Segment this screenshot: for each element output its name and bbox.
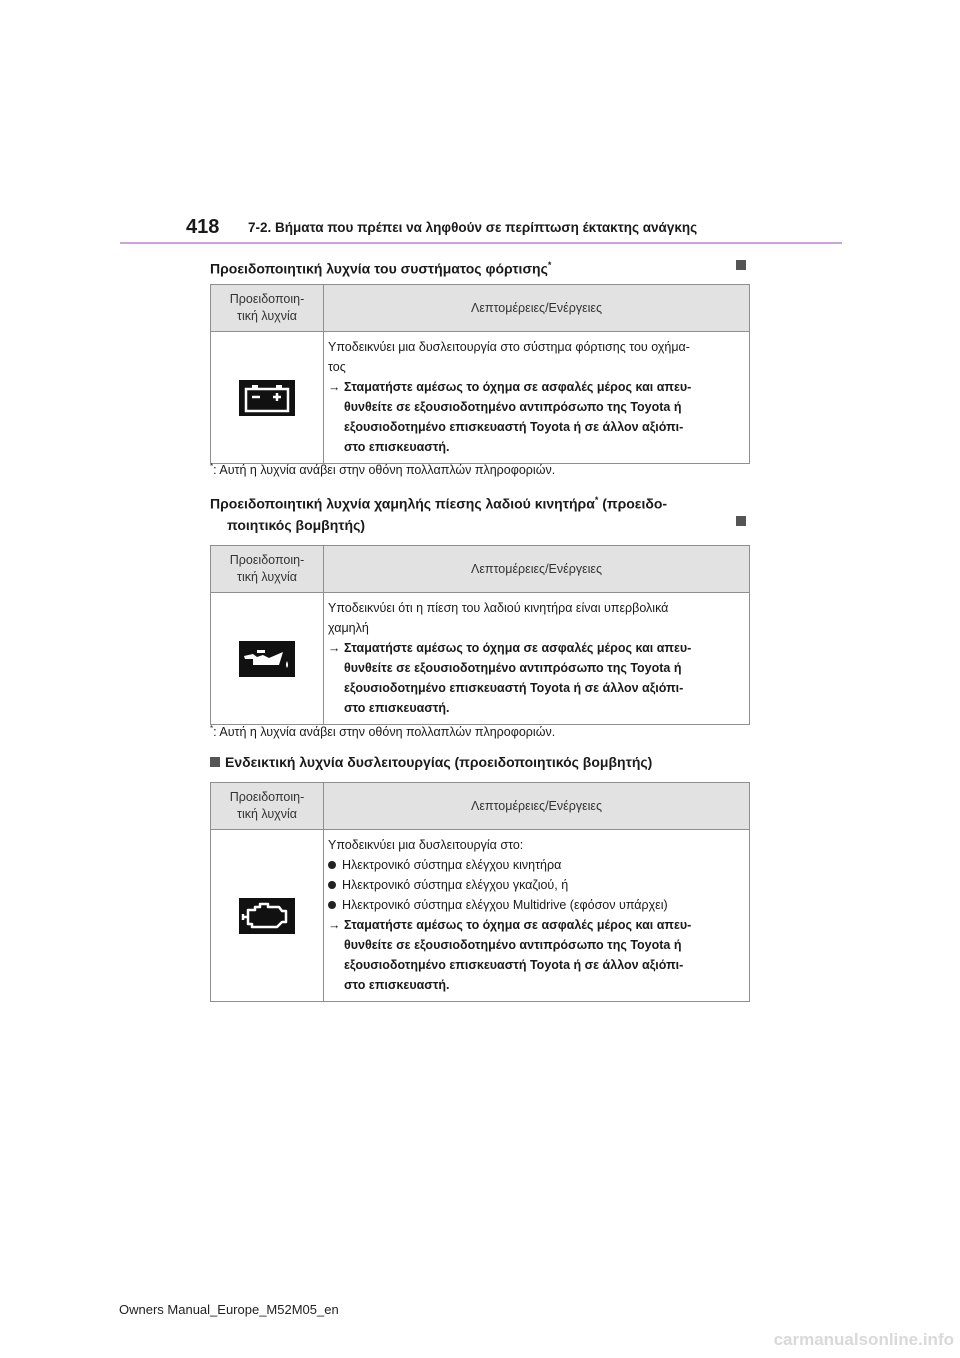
light-cell [211,593,324,725]
bullet-icon [328,901,336,909]
light-cell [211,830,324,1002]
footnote-2: *: Αυτή η λυχνία ανάβει στην οθόνη πολλαπλών πληροφοριών. [210,724,556,740]
warning-table-oil [210,545,750,725]
col-header-light: Προειδοποιη- τική λυχνία [211,783,324,830]
action-text: Σταματήστε αμέσως το όχημα σε ασφαλές μέρος και απευ- θυνθείτε σε εξουσιοδοτημένο αντιπρόσωπο της Toyota ή εξουσιοδοτημένο επισκευαστή Toyota ή σε άλλον αξιόπι- στο επισκευαστή. [344,380,692,454]
section-3-title: Ενδεικτική λυχνία δυσλειτουργίας (προειδοποιητικός βομβητής) [210,752,652,773]
action [328,638,743,718]
arrow-icon: → [328,918,341,932]
arrow-icon: → [328,641,341,655]
section-marker-square [736,516,746,526]
description: Υποδεικνύει ότι η πίεση του λαδιού κινητήρα είναι υπερβολικά χαμηλή [328,601,669,635]
footer-text: Owners Manual_Europe_M52M05_en [119,1302,339,1317]
list-item: Ηλεκτρονικό σύστημα ελέγχου κινητήρα [328,855,743,875]
action-text: Σταματήστε αμέσως το όχημα σε ασφαλές μέρος και απευ- θυνθείτε σε εξουσιοδοτημένο αντιπρόσωπο της Toyota ή εξουσιοδοτημένο επισκευαστή Toyota ή σε άλλον αξιόπι- στο επισκευαστή. [344,918,692,992]
details-cell [324,332,750,464]
col-header-light: Προειδοποιη- τική λυχνία [211,546,324,593]
action [328,377,743,457]
light-cell [211,332,324,464]
header-rule [120,242,842,244]
watermark: carmanualsonline.info [773,1330,954,1349]
warning-table-charging [210,284,750,464]
oil-can-icon [239,641,295,677]
arrow-icon: → [328,380,341,394]
details-cell [324,830,750,1002]
action-text: Σταματήστε αμέσως το όχημα σε ασφαλές μέρος και απευ- θυνθείτε σε εξουσιοδοτημένο αντιπρόσωπο της Toyota ή εξουσιοδοτημένο επισκευαστή Toyota ή σε άλλον αξιόπι- στο επισκευαστή. [344,641,692,715]
section-1-title: Προειδοποιητική λυχνία του συστήματος φόρτισης* [210,260,552,277]
warning-table-malfunction [210,782,750,1002]
bullet-icon [328,861,336,869]
footnote-1: *: Αυτή η λυχνία ανάβει στην οθόνη πολλαπλών πληροφοριών. [210,462,556,478]
description: Υποδεικνύει μια δυσλειτουργία στο: [328,838,524,852]
action [328,915,743,995]
section-marker-square [210,757,220,767]
description: Υποδεικνύει μια δυσλειτουργία στο σύστημα φόρτισης του οχήμα- τος [328,340,690,374]
section-2-title: Προειδοποιητική λυχνία χαμηλής πίεσης λαδιού κινητήρα* (προειδο- ποιητικός βομβητής) [210,495,668,533]
col-header-details: Λεπτομέρειες/Ενέργειες [324,285,750,332]
bullet-icon [328,881,336,889]
section-marker-square [736,260,746,270]
col-header-details: Λεπτομέρειες/Ενέργειες [324,783,750,830]
col-header-light: Προειδοποιη- τική λυχνία [211,285,324,332]
chapter-title: 7-2. Βήματα που πρέπει να ληφθούν σε περίπτωση έκτακτης ανάγκης [248,220,698,235]
col-header-details: Λεπτομέρειες/Ενέργειες [324,546,750,593]
page-number: 418 [186,216,220,238]
check-engine-icon [239,898,295,934]
list-item: Ηλεκτρονικό σύστημα ελέγχου Multidrive (εφόσον υπάρχει) [328,895,743,915]
battery-icon [239,380,295,416]
details-cell [324,593,750,725]
list-item: Ηλεκτρονικό σύστημα ελέγχου γκαζιού, ή [328,875,743,895]
